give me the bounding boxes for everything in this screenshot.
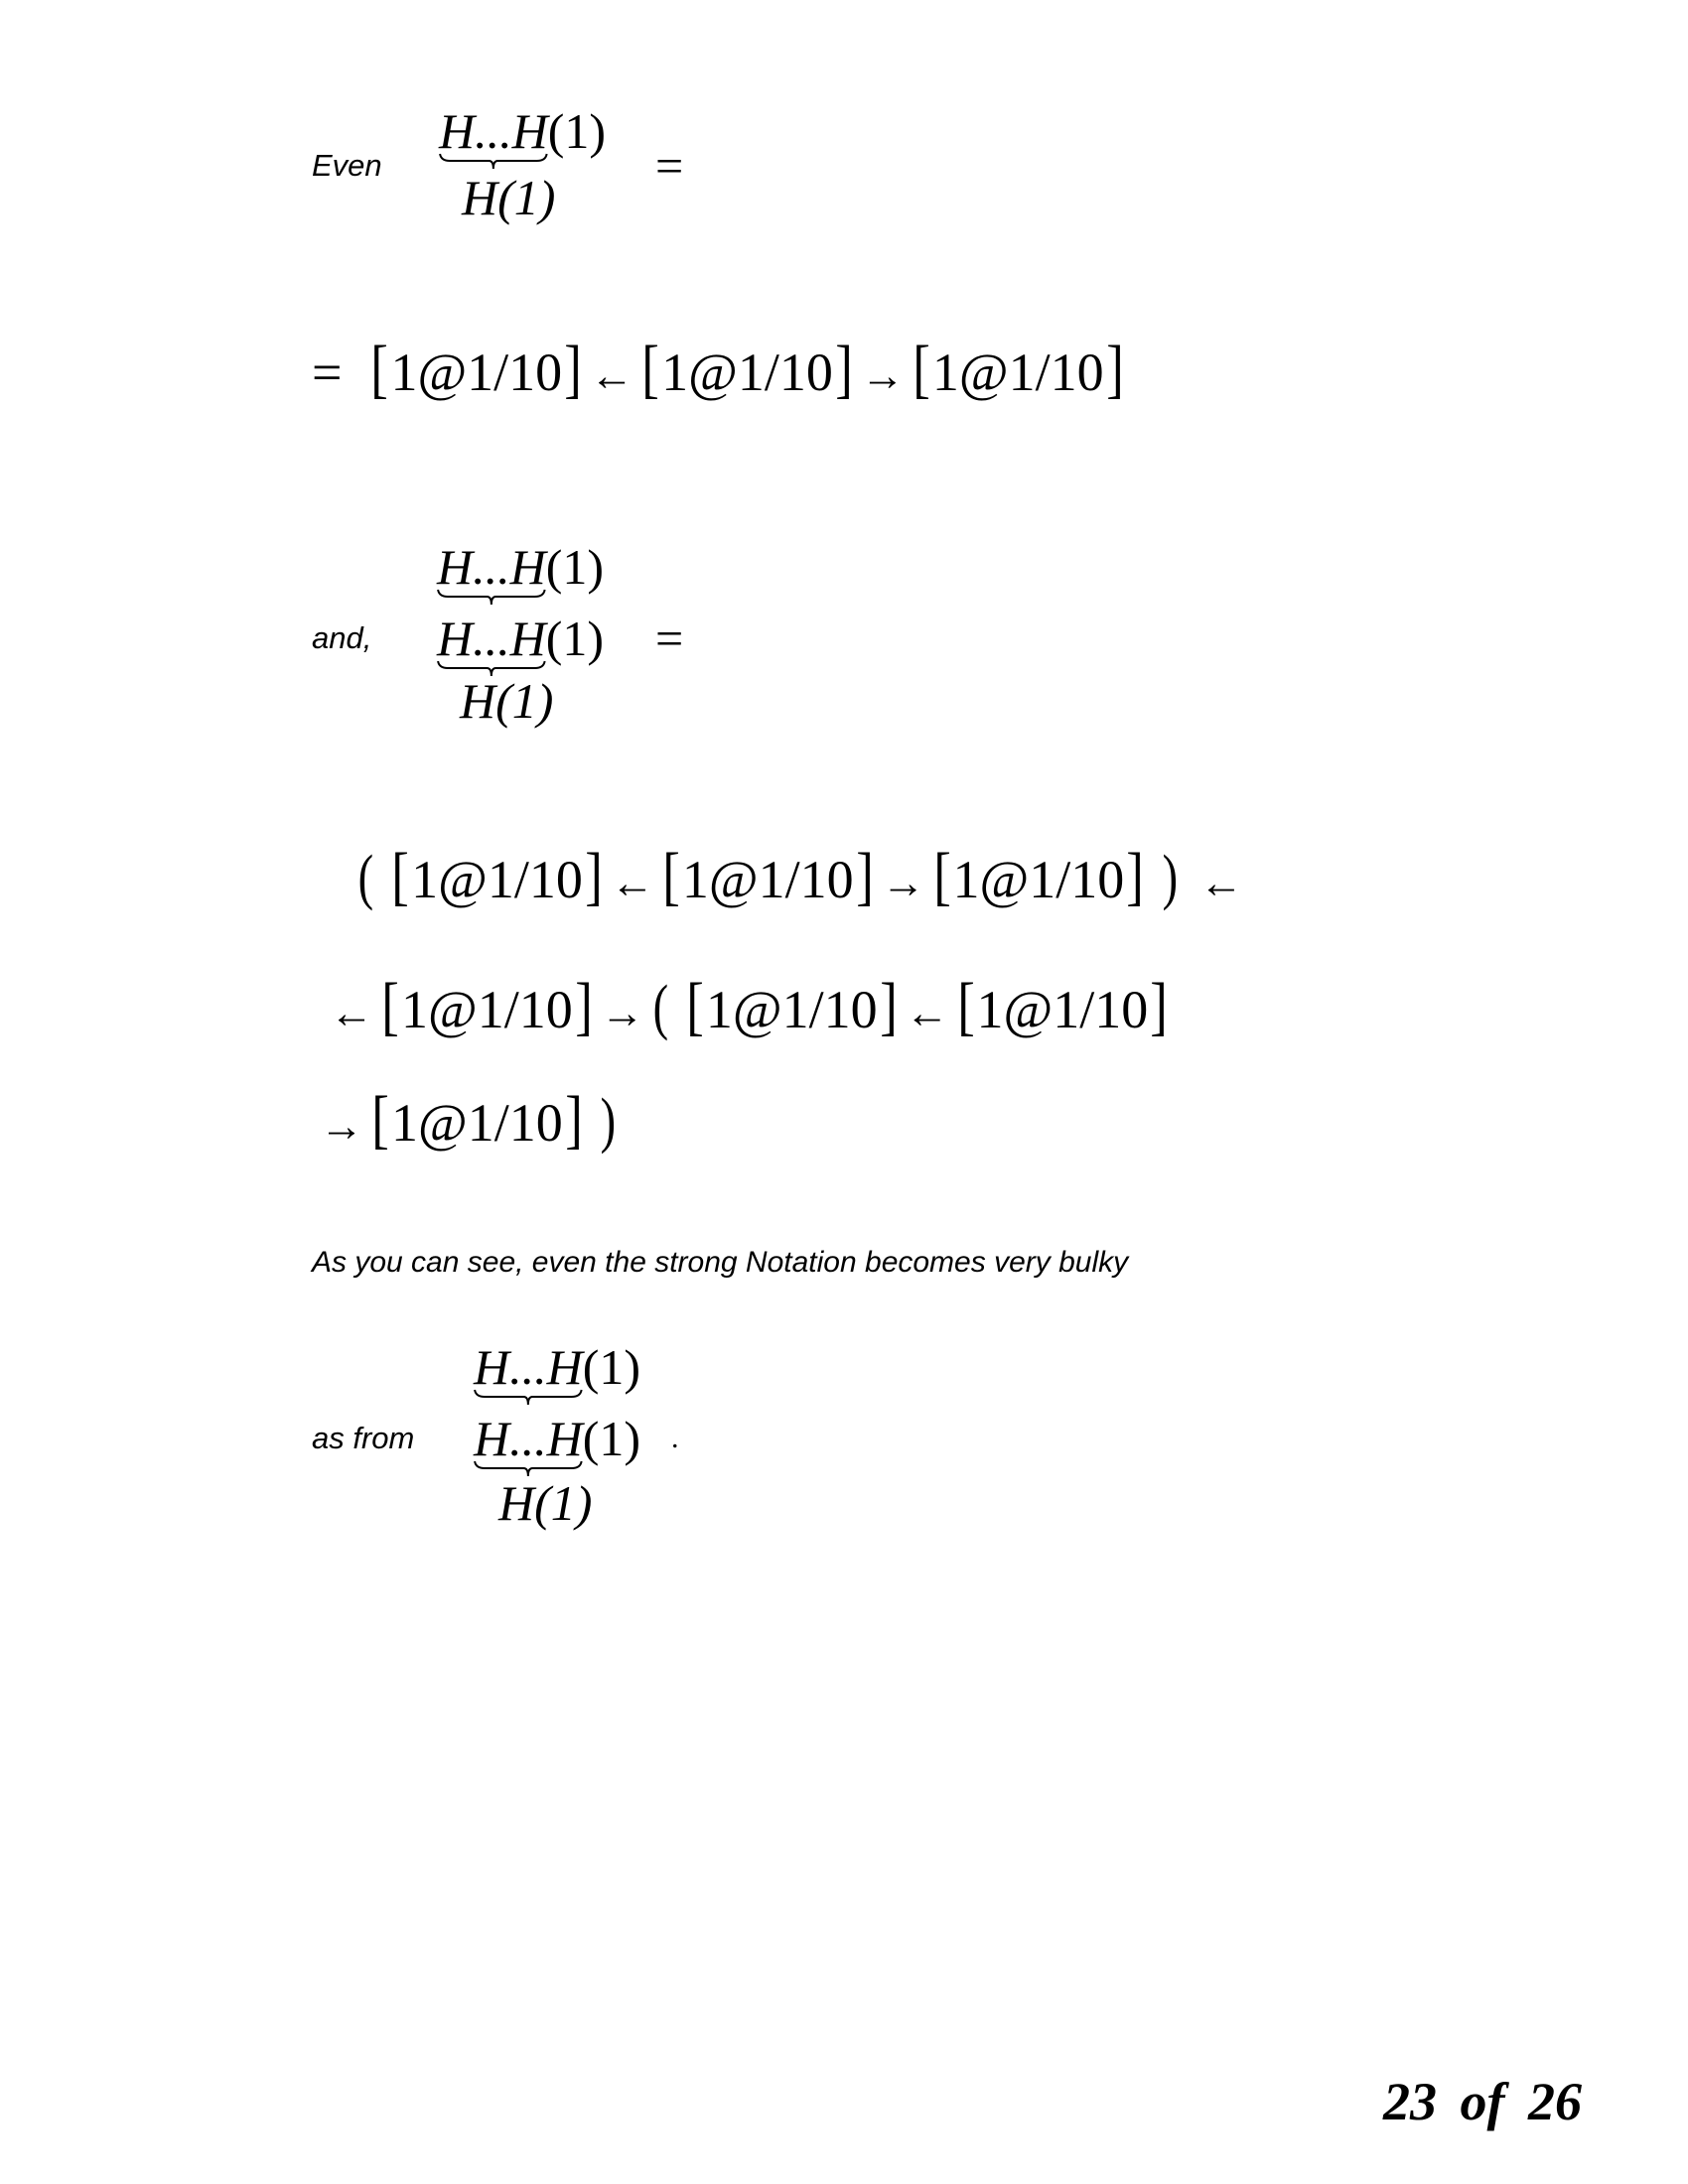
underbrace-expression: H...H (1) [474, 1338, 640, 1396]
label-even: Even [312, 148, 382, 183]
equation-line: = [1@1/10] ← [1@1/10] → [1@1/10] [312, 333, 1124, 405]
expansion-line-3: → [1@1/10] ) [320, 1083, 617, 1156]
underbrace-expression: H...H (1) [437, 538, 604, 596]
brace-subscript: H(1) [498, 1475, 593, 1531]
brace-subscript: H(1) [460, 673, 554, 729]
underbrace-icon [437, 588, 546, 606]
brace-subscript: H(1) [462, 170, 556, 225]
underbrace-expression: H...H (1) [439, 102, 606, 160]
underbraced-term: H...H [439, 102, 548, 160]
page-number: 23 of 26 [1383, 2072, 1582, 2131]
underbrace-expression: H...H (1) [437, 610, 604, 667]
underbrace-icon [439, 152, 548, 170]
expansion-line-1: ( [1@1/10] ← [1@1/10] → [1@1/10] ) ← [357, 840, 1243, 912]
underbrace-expression: H...H (1) [474, 1410, 640, 1467]
label-and: and, [312, 620, 372, 655]
underbrace-icon [474, 1388, 583, 1406]
label-as-from: as from [312, 1421, 415, 1455]
period: . [671, 1422, 679, 1454]
equals-sign: = [655, 611, 684, 666]
remark-text: As you can see, even the strong Notation becomes very bulky [312, 1246, 1129, 1279]
equals-sign: = [655, 138, 684, 194]
expansion-line-2: ← [1@1/10] → ( [1@1/10] ← [1@1/10] [330, 970, 1169, 1042]
